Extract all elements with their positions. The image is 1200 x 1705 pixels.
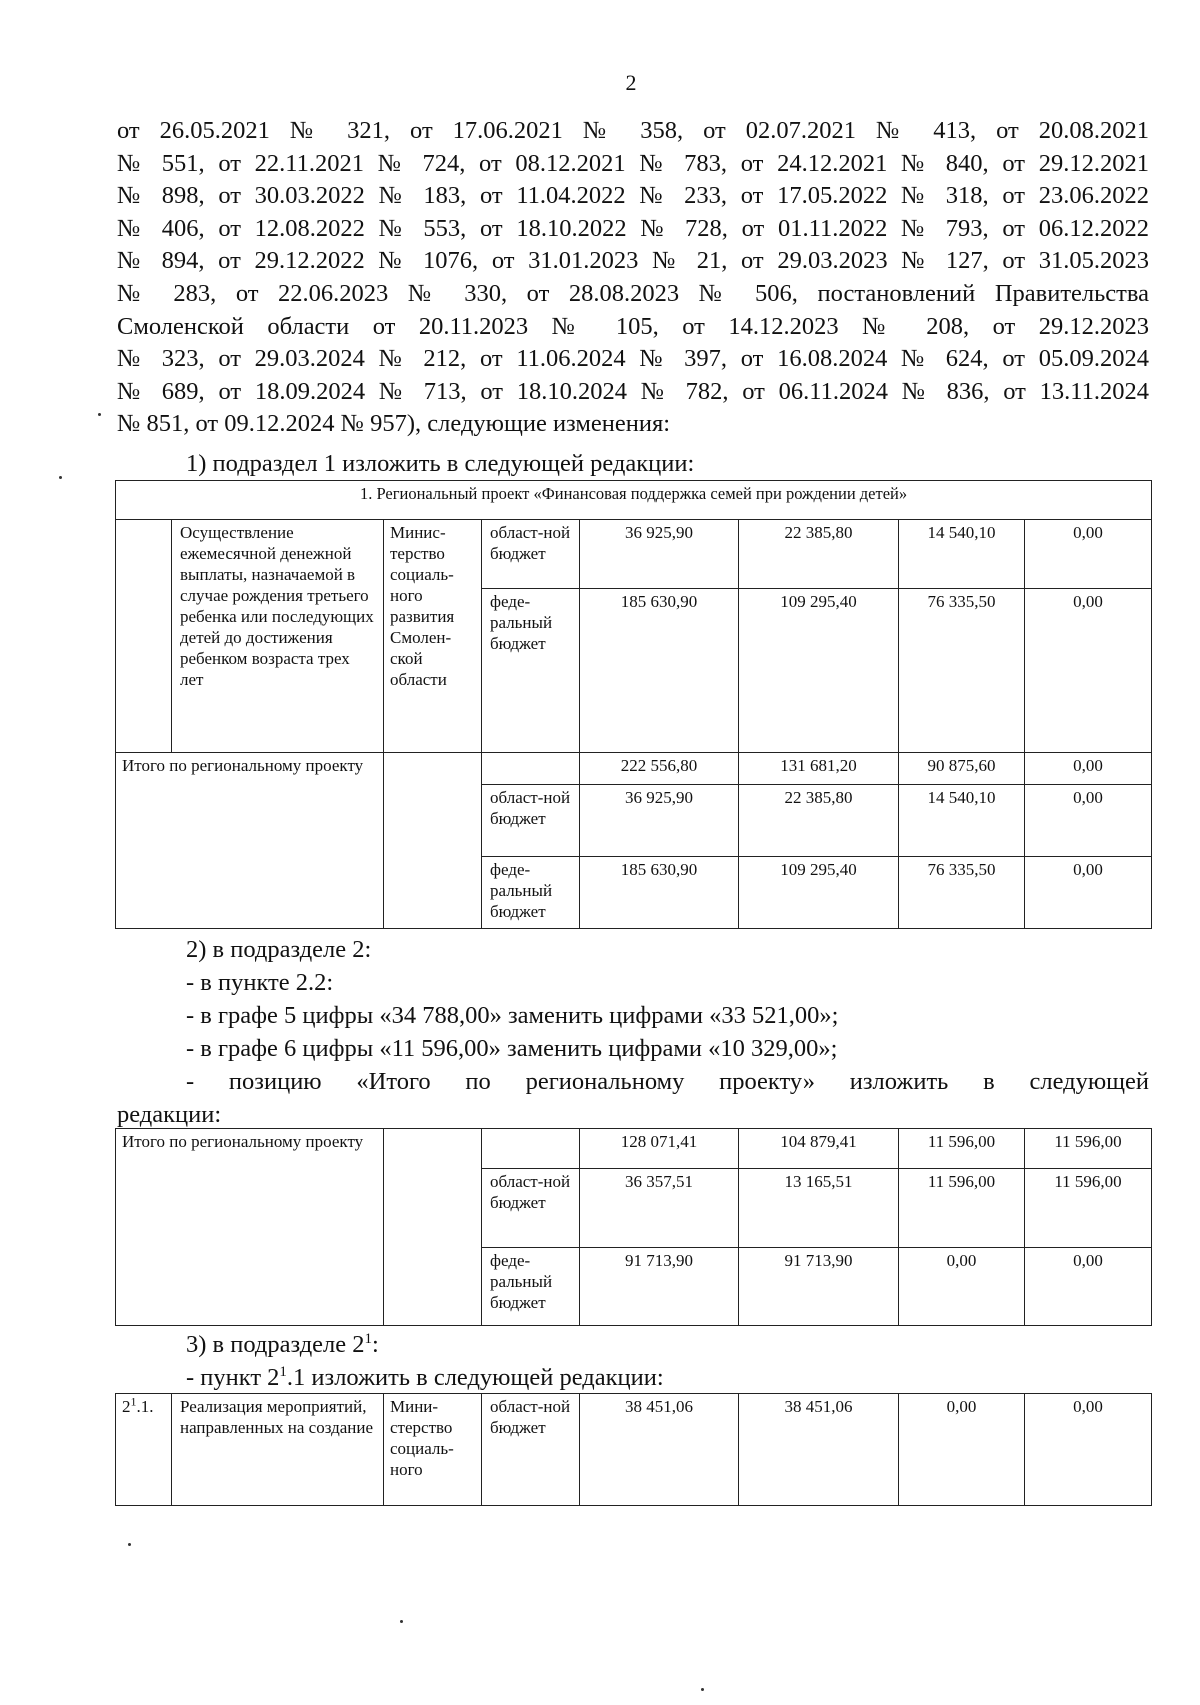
intro-line: Смоленской области от 20.11.2023 № 105, от 14.12.2023 № 208, от 29.12.2023 xyxy=(117,312,1149,340)
scan-speck xyxy=(59,476,62,479)
value-cell: 13 165,51 xyxy=(739,1169,899,1248)
item-3-superscript: 1 xyxy=(364,1330,373,1347)
value-cell: 36 925,90 xyxy=(580,520,739,589)
item-3-sub-text: - пункт 2 xyxy=(186,1364,280,1391)
value-cell: 76 335,50 xyxy=(899,857,1025,929)
intro-line: № 283, от 22.06.2023 № 330, от 28.08.2023 № 506, постановлений Правительства xyxy=(117,279,1149,307)
value-cell: 22 385,80 xyxy=(739,520,899,589)
value-cell: 11 596,00 xyxy=(1025,1129,1152,1169)
activity-cell: Осуществление ежемесячной денежной выплаты, назначаемой в случае рождения третьего ребенка или последующих детей до достижения ребенком возраста трех лет xyxy=(172,520,384,753)
source-cell: област-ной бюджет xyxy=(482,1169,580,1248)
row-number-cell xyxy=(116,1394,172,1506)
intro-paragraph xyxy=(117,115,1149,441)
value-cell: 91 713,90 xyxy=(580,1248,739,1326)
total-label-cell: Итого по региональному проекту xyxy=(116,1129,384,1326)
value-cell: 0,00 xyxy=(1025,785,1152,857)
value-cell: 109 295,40 xyxy=(739,857,899,929)
source-cell: област-ной бюджет xyxy=(482,785,580,857)
activity-cell: Реализация мероприятий, направленных на создание xyxy=(172,1394,384,1506)
value-cell: 14 540,10 xyxy=(899,520,1025,589)
value-cell: 11 596,00 xyxy=(899,1129,1025,1169)
value-cell: 38 451,06 xyxy=(580,1394,739,1506)
value-cell: 38 451,06 xyxy=(739,1394,899,1506)
intro-line: № 689, от 18.09.2024 № 713, от 18.10.2024 № 782, от 06.11.2024 № 836, от 13.11.2024 xyxy=(117,377,1149,405)
executor-cell-empty xyxy=(384,753,482,929)
item-3-subpoint xyxy=(186,1363,664,1393)
value-cell: 11 596,00 xyxy=(1025,1169,1152,1248)
item-3-colon: : xyxy=(372,1331,379,1358)
item-2-subpoint: - в графе 5 цифры «34 788,00» заменить цифрами «33 521,00»; xyxy=(186,1002,839,1029)
value-cell: 131 681,20 xyxy=(739,753,899,785)
value-cell: 0,00 xyxy=(1025,520,1152,589)
scan-speck xyxy=(701,1688,704,1691)
executor-cell: Минис-терство социаль-ного развития Смолен-ской области xyxy=(384,520,482,753)
item-2-subpoint: - в пункте 2.2: xyxy=(186,969,334,996)
value-cell: 0,00 xyxy=(1025,589,1152,753)
item-2-position-end: редакции: xyxy=(117,1101,222,1128)
value-cell: 36 357,51 xyxy=(580,1169,739,1248)
source-cell: феде-ральный бюджет xyxy=(482,1248,580,1326)
value-cell: 222 556,80 xyxy=(580,753,739,785)
intro-line: № 851, от 09.12.2024 № 957), следующие изменения: xyxy=(117,410,671,438)
executor-cell-empty xyxy=(384,1129,482,1326)
row-number: 2 xyxy=(122,1397,131,1416)
source-cell: феде-ральный бюджет xyxy=(482,857,580,929)
total-label-cell: Итого по региональному проекту xyxy=(116,753,384,929)
row-number-suffix: .1. xyxy=(136,1397,154,1416)
source-cell: област-ной бюджет xyxy=(482,520,580,589)
value-cell: 90 875,60 xyxy=(899,753,1025,785)
item-3-sub-suffix: .1 изложить в следующей редакции: xyxy=(286,1364,664,1391)
table-regional-project-2-total xyxy=(115,1128,1152,1326)
value-cell: 0,00 xyxy=(899,1248,1025,1326)
row-number-superscript: 1 xyxy=(130,1394,137,1409)
executor-cell: Мини-стерство социаль-ного xyxy=(384,1394,482,1506)
value-cell: 11 596,00 xyxy=(899,1169,1025,1248)
table-regional-project-1 xyxy=(115,480,1152,929)
intro-line: № 894, от 29.12.2022 № 1076, от 31.01.2023 № 21, от 29.03.2023 № 127, от 31.05.2023 xyxy=(117,247,1149,275)
row-number-cell xyxy=(116,520,172,753)
page-number: 2 xyxy=(625,70,637,95)
value-cell: 109 295,40 xyxy=(739,589,899,753)
value-cell: 185 630,90 xyxy=(580,857,739,929)
source-cell xyxy=(482,1129,580,1169)
source-cell: феде-ральный бюджет xyxy=(482,589,580,753)
item-3-heading xyxy=(186,1330,379,1360)
value-cell: 14 540,10 xyxy=(899,785,1025,857)
value-cell: 0,00 xyxy=(1025,857,1152,929)
value-cell: 91 713,90 xyxy=(739,1248,899,1326)
scan-speck xyxy=(98,413,101,416)
value-cell: 0,00 xyxy=(1025,1248,1152,1326)
value-cell: 185 630,90 xyxy=(580,589,739,753)
value-cell: 22 385,80 xyxy=(739,785,899,857)
source-cell xyxy=(482,753,580,785)
intro-line: № 898, от 30.03.2022 № 183, от 11.04.2022 № 233, от 17.05.2022 № 318, от 23.06.2022 xyxy=(117,182,1149,210)
value-cell: 0,00 xyxy=(1025,753,1152,785)
table-title: 1. Региональный проект «Финансовая поддержка семей при рождении детей» xyxy=(116,481,1152,520)
intro-line: № 406, от 12.08.2022 № 553, от 18.10.2022 № 728, от 01.11.2022 № 793, от 06.12.2022 xyxy=(117,214,1149,242)
value-cell: 0,00 xyxy=(899,1394,1025,1506)
item-3-sub-superscript: 1 xyxy=(279,1363,287,1380)
value-cell: 104 879,41 xyxy=(739,1129,899,1169)
value-cell: 128 071,41 xyxy=(580,1129,739,1169)
item-2-position: - позицию «Итого по региональному проекту» изложить в следующей xyxy=(186,1068,1149,1095)
value-cell: 36 925,90 xyxy=(580,785,739,857)
source-cell: област-ной бюджет xyxy=(482,1394,580,1506)
value-cell: 0,00 xyxy=(1025,1394,1152,1506)
scan-speck xyxy=(128,1543,131,1546)
item-2-subpoint: - в графе 6 цифры «11 596,00» заменить цифрами «10 329,00»; xyxy=(186,1035,838,1062)
value-cell: 76 335,50 xyxy=(899,589,1025,753)
scan-speck xyxy=(400,1620,403,1623)
intro-line: № 551, от 22.11.2021 № 724, от 08.12.2021 № 783, от 24.12.2021 № 840, от 29.12.2021 xyxy=(117,149,1149,177)
item-2-heading: 2) в подразделе 2: xyxy=(186,936,372,963)
item-3-text: 3) в подразделе 2 xyxy=(186,1331,365,1358)
intro-line: № 323, от 29.03.2024 № 212, от 11.06.2024 № 397, от 16.08.2024 № 624, от 05.09.2024 xyxy=(117,345,1149,373)
table-item-2-1-1 xyxy=(115,1393,1152,1506)
item-1-heading: 1) подраздел 1 изложить в следующей редакции: xyxy=(186,450,695,477)
intro-line: от 26.05.2021 № 321, от 17.06.2021 № 358, от 02.07.2021 № 413, от 20.08.2021 xyxy=(117,117,1149,144)
